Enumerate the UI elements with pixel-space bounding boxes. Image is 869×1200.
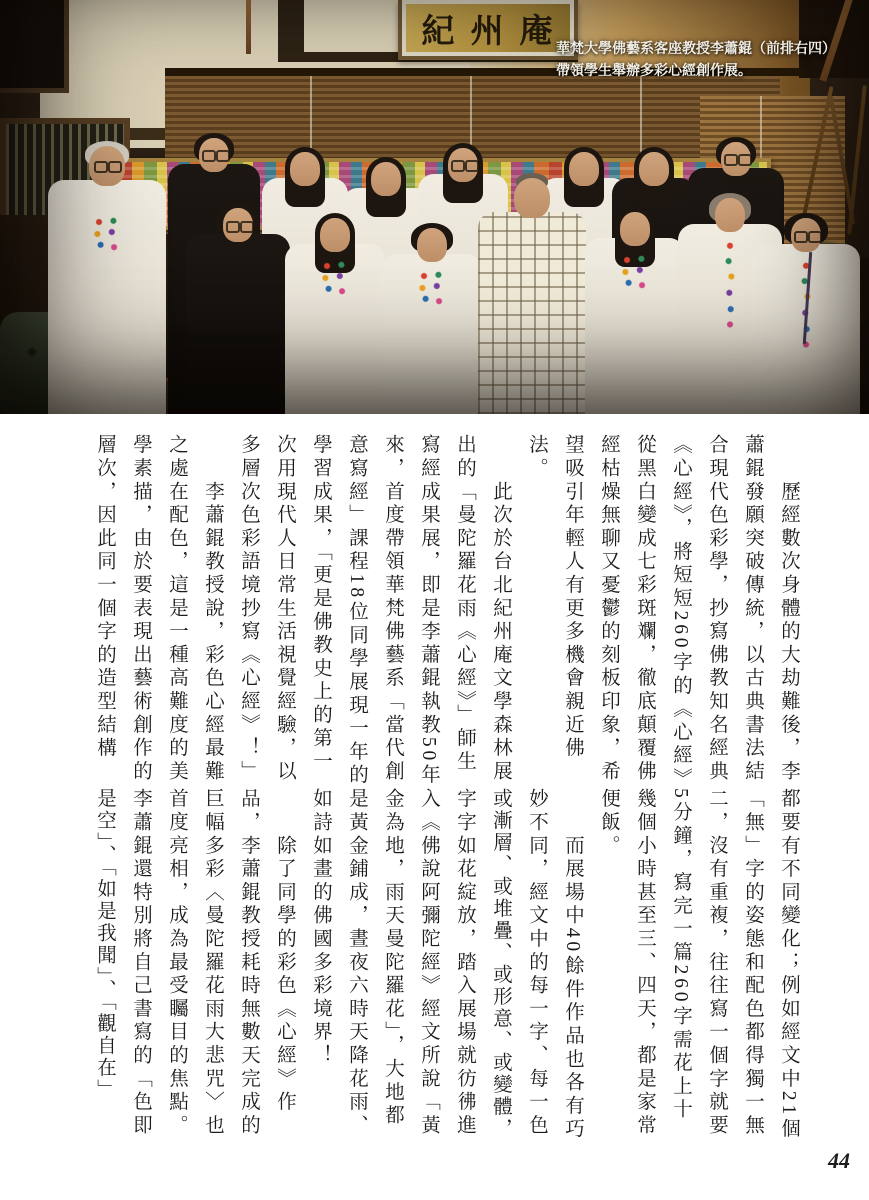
text-column: 首度亮相，成為最受矚目的焦點。 — [166, 788, 187, 1138]
glasses — [724, 154, 738, 166]
article-upper-band — [92, 434, 799, 792]
face — [639, 152, 669, 186]
colorful-sutra-print — [91, 216, 123, 256]
text-column: 除了同學的彩色《心經》作 — [274, 788, 295, 1115]
text-column: 蕭錕發願突破傳統，以古典書法結 — [742, 434, 763, 784]
person-elderly-man — [48, 146, 166, 414]
text-column: 學習成果，「更是佛教史上的第一 — [310, 434, 331, 774]
glasses — [226, 221, 240, 233]
person — [382, 228, 482, 414]
text-column: 入《佛說阿彌陀經》經文所說「黃 — [418, 788, 439, 1138]
text-column: 都要有不同變化；例如經文中21個 — [778, 788, 799, 1142]
text-column: 多層次色彩語境抄寫《心經》！」 — [238, 434, 259, 784]
text-column: 而展場中40餘件作品也各有巧 — [562, 788, 583, 1142]
colorful-sutra-print — [319, 260, 351, 300]
black-dress — [186, 234, 290, 414]
text-column: 幾個小時甚至三、四天，都是家常 — [634, 788, 655, 1138]
plaque-calligraphy: 紀州庵 — [406, 4, 570, 52]
text-column: 如詩如畫的佛國多彩境界！ — [310, 788, 331, 1068]
branch — [847, 85, 867, 235]
face — [320, 218, 350, 252]
text-column: 意寫經」課程18位同學展現一年的 — [346, 434, 367, 788]
photo-caption — [556, 37, 856, 81]
article-lower-band — [92, 788, 798, 1140]
text-column: 5分鐘，寫完一篇260字需花上十 — [670, 788, 691, 1122]
text-column: 學素描，由於要表現出藝術創作的 — [130, 434, 151, 784]
text-column: 之處在配色，這是一種高難度的美 — [166, 434, 187, 784]
photo-caption-line1: 華梵大學佛藝系客座教授李蕭錕（前排右四） — [556, 40, 836, 56]
text-column: 金為地，雨天曼陀羅花」，大地都 — [382, 788, 403, 1128]
face — [417, 228, 447, 262]
text-column: 來，首度帶領華梵佛藝系「當代創 — [382, 434, 403, 784]
person-plaid-shirt-man — [478, 178, 586, 414]
text-column: 《心經》，將短短260字的《心經》 — [670, 434, 691, 792]
wall-beam — [278, 0, 304, 60]
text-column: 層次，因此同一個字的造型結構 — [94, 434, 115, 761]
text-column: 妙不同，經文中的每一字、每一色 — [526, 788, 547, 1138]
photo-caption-line2: 帶領學生舉辦多彩心經創作展。 — [556, 62, 752, 78]
text-column: 是空」、「如是我聞」、「觀自在」 — [94, 788, 115, 1101]
face — [715, 198, 745, 232]
text-column: 便飯。 — [598, 788, 619, 858]
text-column: 李蕭錕教授說，彩色心經最難 — [202, 434, 223, 784]
face — [620, 212, 650, 246]
text-column: 寫經成果展，即是李蕭錕執教50年 — [418, 434, 439, 788]
text-column: 二，沒有重複，往往寫一個字就要 — [706, 788, 727, 1138]
text-column: 巨幅多彩〈曼陀羅花雨大悲咒〉也 — [202, 788, 223, 1138]
person — [186, 208, 290, 414]
person — [585, 212, 685, 414]
text-column: 李蕭錕還特別將自己書寫的「色即 — [130, 788, 151, 1138]
hanging-stick — [246, 0, 251, 54]
text-column: 或漸層、或堆疊、或形意、或變體， — [490, 788, 511, 1140]
text-column: 望吸引年輕人有更多機會親近佛 — [562, 434, 583, 761]
kishu-an-plaque — [398, 0, 578, 60]
branch — [800, 86, 833, 224]
text-column: 是黃金鋪成，晝夜六時天降花雨、 — [346, 788, 367, 1138]
framed-calligraphy — [0, 0, 69, 93]
text-column: 經枯燥無聊又憂鬱的刻板印象，希 — [598, 434, 619, 784]
face — [371, 162, 401, 196]
text-column: 字字如花綻放，踏入展場就彷彿進 — [454, 788, 475, 1138]
face — [290, 152, 320, 186]
text-column: 品，李蕭錕教授耗時無數天完成的 — [238, 788, 259, 1138]
glasses — [94, 161, 108, 173]
colorful-sutra-print — [619, 254, 651, 294]
glasses — [202, 150, 216, 162]
text-column: 法。 — [526, 434, 547, 481]
group-photo — [0, 0, 869, 414]
person — [285, 218, 385, 414]
text-column: 歷經數次身體的大劫難後，李 — [778, 434, 799, 784]
text-column: 從黑白變成七彩斑斕，徹底顛覆佛 — [634, 434, 655, 784]
colorful-sutra-print — [416, 270, 448, 310]
text-column: 次用現代人日常生活視覺經驗，以 — [274, 434, 295, 784]
person — [752, 218, 860, 414]
text-column: 「無」字的姿態和配色都得獨一無 — [742, 788, 763, 1138]
text-column: 出的「曼陀羅花雨《心經》」師生 — [454, 434, 475, 774]
plaid-shirt — [478, 212, 586, 414]
colorful-sutra-print — [723, 240, 737, 336]
face — [514, 178, 550, 218]
page-number: 44 — [828, 1148, 850, 1173]
text-column: 合現代色彩學，抄寫佛教知名經典 — [706, 434, 727, 784]
glasses — [451, 160, 465, 172]
glasses — [794, 231, 808, 243]
text-column: 此次於台北紀州庵文學森林展 — [490, 434, 511, 784]
